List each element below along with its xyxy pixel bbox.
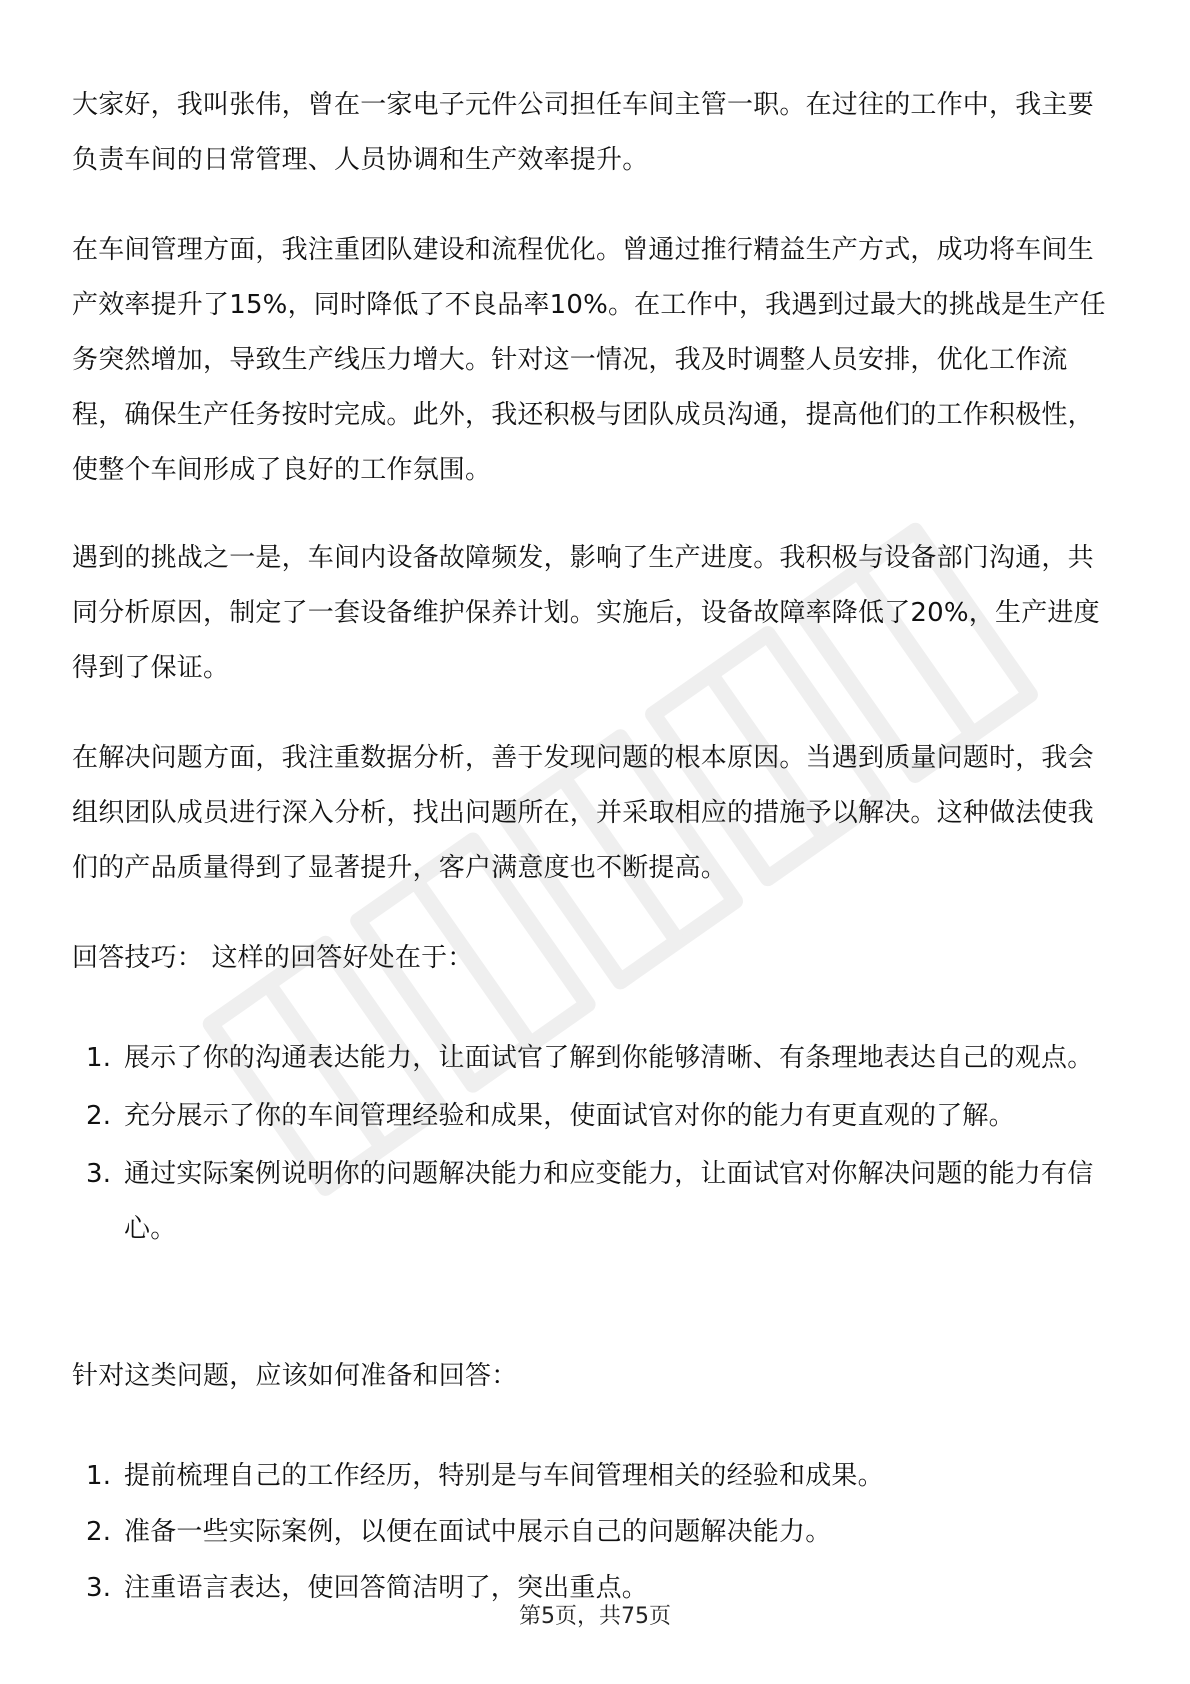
list-item [72,1147,1118,1257]
answer-benefits-list [72,1031,1118,1260]
list-item [72,1449,1118,1504]
management-paragraph: 在车间管理方面，我注重团队建设和流程优化。曾通过推行精益生产方式，成功将车间生产效率提升了15%，同时降低了不良品率10%。在工作中，我遇到过最大的挑战是生产任务突然增加，导致生产线压力增大。针对这一情况，我及时调整人员安排，优化工作流程，确保生产任务按时完成。此外，我还积极与团队成员沟通，提高他们的工作积极性，使整个车间形成了良好的工作氛围。 [72,235,1106,485]
list-item [72,1089,1118,1144]
list-item-text: 通过实际案例说明你的问题解决能力和应变能力，让面试官对你解决问题的能力有信心。 [124,1159,1094,1244]
list-item-number: 2. [86,1517,112,1547]
list-item-number: 1. [86,1043,112,1073]
list-item-number: 3. [86,1159,112,1189]
list-item-number: 1. [86,1461,112,1491]
list-item-text: 准备一些实际案例，以便在面试中展示自己的问题解决能力。 [124,1517,832,1547]
list-item [72,1031,1118,1086]
problem-solving-paragraph: 在解决问题方面，我注重数据分析，善于发现问题的根本原因。当遇到质量问题时，我会组织团队成员进行深入分析，找出问题所在，并采取相应的措施予以解决。这种做法使我们的产品质量得到了显著提升，客户满意度也不断提高。 [72,743,1094,883]
list-item-number: 2. [86,1101,112,1131]
list-item-text: 展示了你的沟通表达能力，让面试官了解到你能够清晰、有条理地表达自己的观点。 [124,1043,1094,1073]
preparation-list [72,1449,1118,1617]
preparation-heading: 针对这类问题，应该如何准备和回答： [72,1361,518,1391]
challenge-paragraph: 遇到的挑战之一是，车间内设备故障频发，影响了生产进度。我积极与设备部门沟通，共同分析原因，制定了一套设备维护保养计划。实施后，设备故障率降低了20%，生产进度得到了保证。 [72,543,1100,683]
intro-paragraph: 大家好，我叫张伟，曾在一家电子元件公司担任车间主管一职。在过往的工作中，我主要负责车间的日常管理、人员协调和生产效率提升。 [72,90,1094,175]
page-number-footer: 第5页，共75页 [519,1604,671,1629]
list-item [72,1505,1118,1560]
answer-tips-heading: 回答技巧： 这样的回答好处在于： [72,943,474,973]
list-item-text: 充分展示了你的车间管理经验和成果，使面试官对你的能力有更直观的了解。 [124,1101,1015,1131]
list-item-text: 提前梳理自己的工作经历，特别是与车间管理相关的经验和成果。 [124,1461,884,1491]
list-item-text: 注重语言表达，使回答简洁明了，突出重点。 [124,1573,649,1603]
list-item-number: 3. [86,1573,112,1603]
